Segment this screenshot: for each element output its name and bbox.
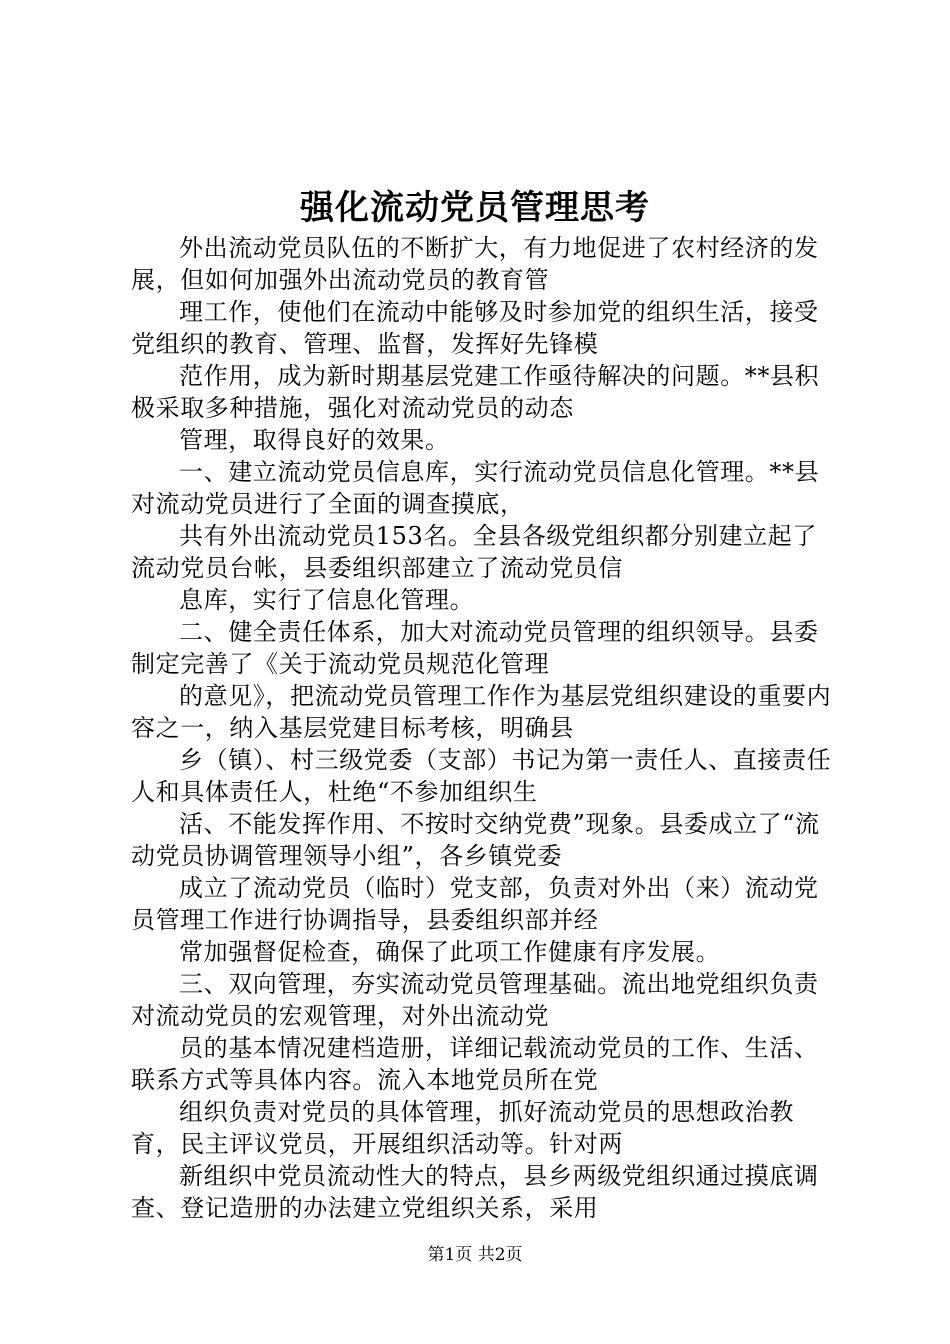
- paragraph: 乡（镇）、村三级党委（支部）书记为第一责任人、直接责任人和具体责任人，杜绝“不参加组织生: [131, 746, 832, 806]
- paragraph: 组织负责对党员的具体管理，抓好流动党员的思想政治教育，民主评议党员，开展组织活动等。针对两: [131, 1098, 794, 1158]
- paragraph: 外出流动党员队伍的不断扩大，有力地促进了农村经济的发展，但如何加强外出流动党员的教育管: [131, 234, 819, 294]
- paragraph: 一、建立流动党员信息库，实行流动党员信息化管理。**县对流动党员进行了全面的调查摸底，: [131, 458, 820, 518]
- paragraph: 常加强督促检查，确保了此项工作健康有序发展。: [179, 938, 721, 966]
- paragraph: 的意见》，把流动党员管理工作作为基层党组织建设的重要内容之一，纳入基层党建目标考核，明确县: [131, 682, 832, 742]
- paragraph: 二、健全责任体系，加大对流动党员管理的组织领导。县委制定完善了《关于流动党员规范化管理: [131, 618, 819, 678]
- paragraph: 三、双向管理，夯实流动党员管理基础。流出地党组织负责对流动党员的宏观管理，对外出流动党: [131, 970, 819, 1030]
- document-body: [131, 232, 835, 1224]
- paragraph: 活、不能发挥作用、不按时交纳党费”现象。县委成立了“流动党员协调管理领导小组”，各乡镇党委: [131, 810, 820, 870]
- paragraph: 新组织中党员流动性大的特点，县乡两级党组织通过摸底调查、登记造册的办法建立党组织关系，采用: [131, 1162, 819, 1222]
- paragraph: 成立了流动党员（临时）党支部，负责对外出（来）流动党员管理工作进行协调指导，县委组织部并经: [131, 874, 819, 934]
- paragraph: 管理，取得良好的效果。: [179, 426, 450, 454]
- page-footer: 第1页 共2页: [427, 1245, 523, 1265]
- document-title: 强化流动党员管理思考: [300, 188, 650, 228]
- paragraph: 息库，实行了信息化管理。: [179, 586, 475, 614]
- paragraph: 员的基本情况建档造册，详细记载流动党员的工作、生活、联系方式等具体内容。流入本地党员所在党: [131, 1034, 819, 1094]
- paragraph: 范作用，成为新时期基层党建工作亟待解决的问题。**县积极采取多种措施，强化对流动党员的动态: [131, 362, 820, 422]
- paragraph: 理工作，使他们在流动中能够及时参加党的组织生活，接受党组织的教育、管理、监督，发挥好先锋模: [131, 298, 819, 358]
- paragraph: 共有外出流动党员153名。全县各级党组织都分别建立起了流动党员台帐，县委组织部建立了流动党员信: [131, 522, 818, 582]
